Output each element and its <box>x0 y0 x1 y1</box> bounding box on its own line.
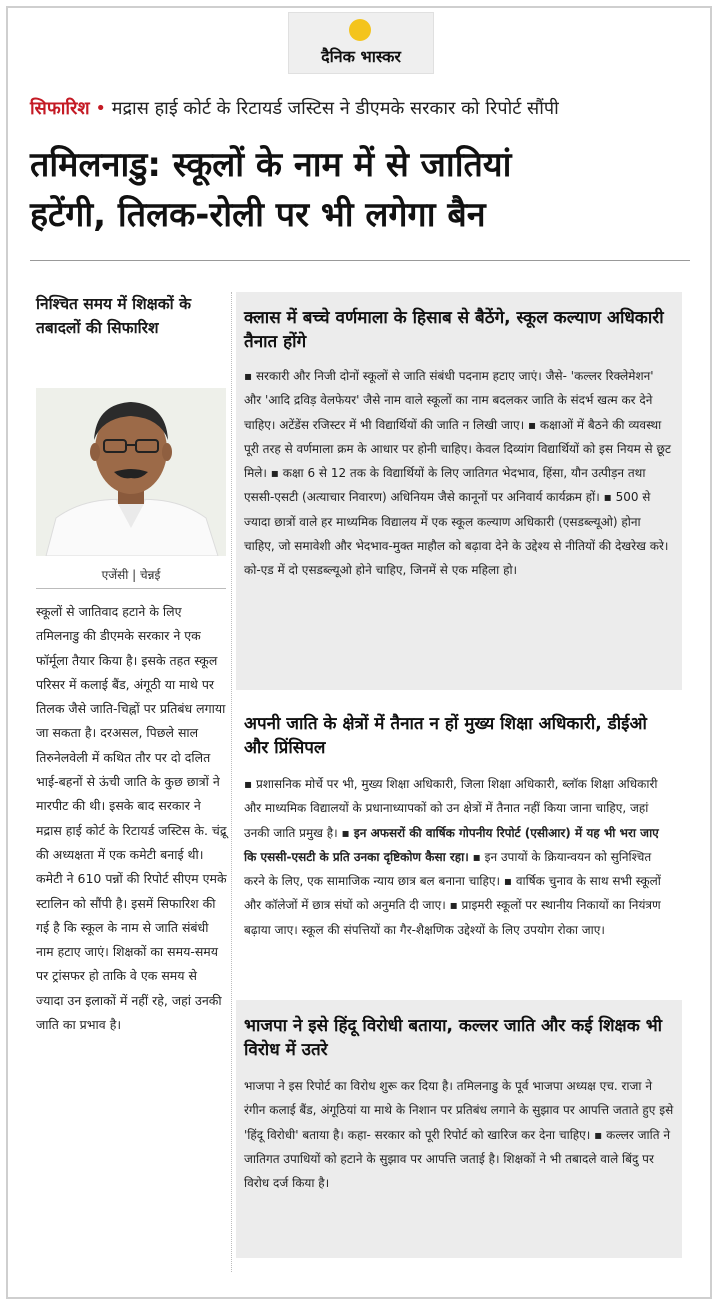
person-photo <box>36 388 226 556</box>
section-2-para-c: ▪ इन उपायों के क्रियान्वयन को सुनिश्चित करने के लिए, एक सामाजिक न्याय छात्र बल बनाना चाहिए। ▪ वार्षिक चुनाव के साथ सभी स्कूलों और कॉलेजों में छात्र संघों को अनुमति दी जाए। ▪ प्राइमरी स्कूलों पर स्थानीय निकायों का नियंत्रण बढ़ाया जाए। स्कूल की संपत्तियों का गैर-शैक्षणिक उद्देश्यों के लिए उपयोग रोका जाए। <box>244 849 661 937</box>
section-1-title: क्लास में बच्चे वर्णमाला के हिसाब से बैठेंगे, स्कूल कल्याण अधिकारी तैनात होंगे <box>244 308 664 352</box>
brand-name: दैनिक भास्कर <box>321 47 401 66</box>
kicker-line <box>30 96 690 120</box>
section-2-title: अपनी जाति के क्षेत्रों में तैनात न हों मुख्य शिक्षा अधिकारी, डीईओ और प्रिंसिपल <box>244 714 647 758</box>
page-headline <box>30 140 700 240</box>
section-3-body: भाजपा ने इस रिपोर्ट का विरोध शुरू कर दिया है। तमिलनाडु के पूर्व भाजपा अध्यक्ष एच. राजा ने रंगीन कलाई बैंड, अंगूठियां या माथे के निशान पर प्रतिबंध लगाने के सुझाव पर आपत्ति जताते हुए इसे 'हिंदू विरोधी' बताया है। कहा- सरकार को पूरी रिपोर्ट को खारिज कर देना चाहिए। ▪ कल्लर जाति ने जातिगत उपाधियों को हटाने के सुझाव पर आपत्ति जताई है। शिक्षकों ने भी तबादले वाले बिंदु पर विरोध दर्ज किया है। <box>244 1079 674 1191</box>
kicker-text: मद्रास हाई कोर्ट के रिटायर्ड जस्टिस ने डीएमके सरकार को रिपोर्ट सौंपी <box>111 98 559 119</box>
headline-line-1: तमिलनाडु: स्कूलों के नाम में से जातियां <box>30 145 512 185</box>
byline-divider <box>36 588 226 589</box>
section-2-para-b: ▪ इन अफसरों की वार्षिक गोपनीय रिपोर्ट (एसीआर) में यह भी भरा जाए कि एससी-एसटी के प्रति उनका दृष्टिकोण कैसा रहा। <box>244 825 659 864</box>
lede-paragraph: स्कूलों से जातिवाद हटाने के लिए तमिलनाडु की डीएमके सरकार ने एक फॉर्मूला तैयार किया है। इसके तहत स्कूल परिसर में कलाई बैंड, अंगूठी या माथे पर तिलक जैसे जाति-चिह्नों पर प्रतिबंध लगाया जा सकता है। दरअसल, पिछले साल तिरुनेलवेली में कथित तौर पर दो दलित भाई-बहनों से ऊंची जाति के कुछ छात्रों ने मारपीट की थी। इसके बाद सरकार ने मद्रास हाई कोर्ट के रिटायर्ड जस्टिस के. चंद्रू की अध्यक्षता में एक कमेटी बनाई थी। कमेटी ने 610 पन्नों की रिपोर्ट सीएम एमके स्टालिन को सौंपी है। इसमें सिफारिश की गई है कि स्कूल के नाम से जाति संबंधी नाम हटाए जाएं। शिक्षकों का समय-समय पर ट्रांसफर हो ताकि वे एक समय से ज्यादा उन इलाकों में नहीं रहे, जहां उनकी जाति का प्रभाव है। <box>36 604 227 1033</box>
sun-logo-icon <box>349 19 371 41</box>
side-column <box>36 292 226 340</box>
byline: एजेंसी | चेन्नई <box>101 568 161 582</box>
kicker-bullet: • <box>95 98 106 119</box>
portrait-illustration <box>36 388 226 556</box>
masthead-logo <box>288 12 434 74</box>
section-1-body: ▪ सरकारी और निजी दोनों स्कूलों से जाति संबंधी पदनाम हटाए जाएं। जैसे- 'कल्लर रिक्लेमेशन' और 'आदि द्रविड़ वेलफेयर' जैसे नाम वाले स्कूलों का नाम बदलकर जाति के संदर्भ खत्म कर देने चाहिए। अटेंडेंस रजिस्टर में भी विद्यार्थियों की जाति न लिखी जाए। ▪ कक्षाओं में बैठने की व्यवस्था पूरी तरह से वर्णमाला क्रम के आधार पर होनी चाहिए। केवल दिव्यांग विद्यार्थियों को इस नियम से छूट मिले। ▪ कक्षा 6 से 12 तक के विद्यार्थियों के लिए जातिगत भेदभाव, हिंसा, यौन उत्पीड़न तथा एससी-एसटी (अत्याचार निवारण) अधिनियम जैसे कानूनों पर अनिवार्य कार्यक्रम हों। ▪ 500 से ज्यादा छात्रों वाले हर माध्यमिक विद्यालय में एक स्कूल कल्याण अधिकारी (एसडब्ल्यूओ) होना चाहिए, जो समावेशी और भेदभाव-मुक्त माहौल को बढ़ावा देने के उद्देश्य से नीतियों की देखरेख करे। को-एड में दो एसडब्ल्यूओ होने चाहिए, जिनमें से एक महिला हो। <box>244 369 671 578</box>
headline-line-2: हटेंगी, तिलक-रोली पर भी लगेगा बैन <box>30 195 486 235</box>
section-2-para-a: ▪ प्रशासनिक मोर्चे पर भी, मुख्य शिक्षा अधिकारी, जिला शिक्षा अधिकारी, ब्लॉक शिक्षा अधिकारी और माध्यमिक विद्यालयों के प्रधानाध्यापकों को उन क्षेत्रों में तैनात नहीं किया जाना चाहिए, जहां उनकी जाति प्रमुख है। <box>244 777 658 840</box>
column-divider <box>231 292 232 1272</box>
headline-divider <box>30 260 690 261</box>
section-2-body <box>244 772 674 942</box>
kicker-tag: सिफारिश <box>30 98 90 119</box>
section-3-title: भाजपा ने इसे हिंदू विरोधी बताया, कल्लर जाति और कई शिक्षक भी विरोध में उतरे <box>244 1016 663 1060</box>
side-title: निश्चित समय में शिक्षकों के तबादलों की सिफारिश <box>36 295 191 337</box>
